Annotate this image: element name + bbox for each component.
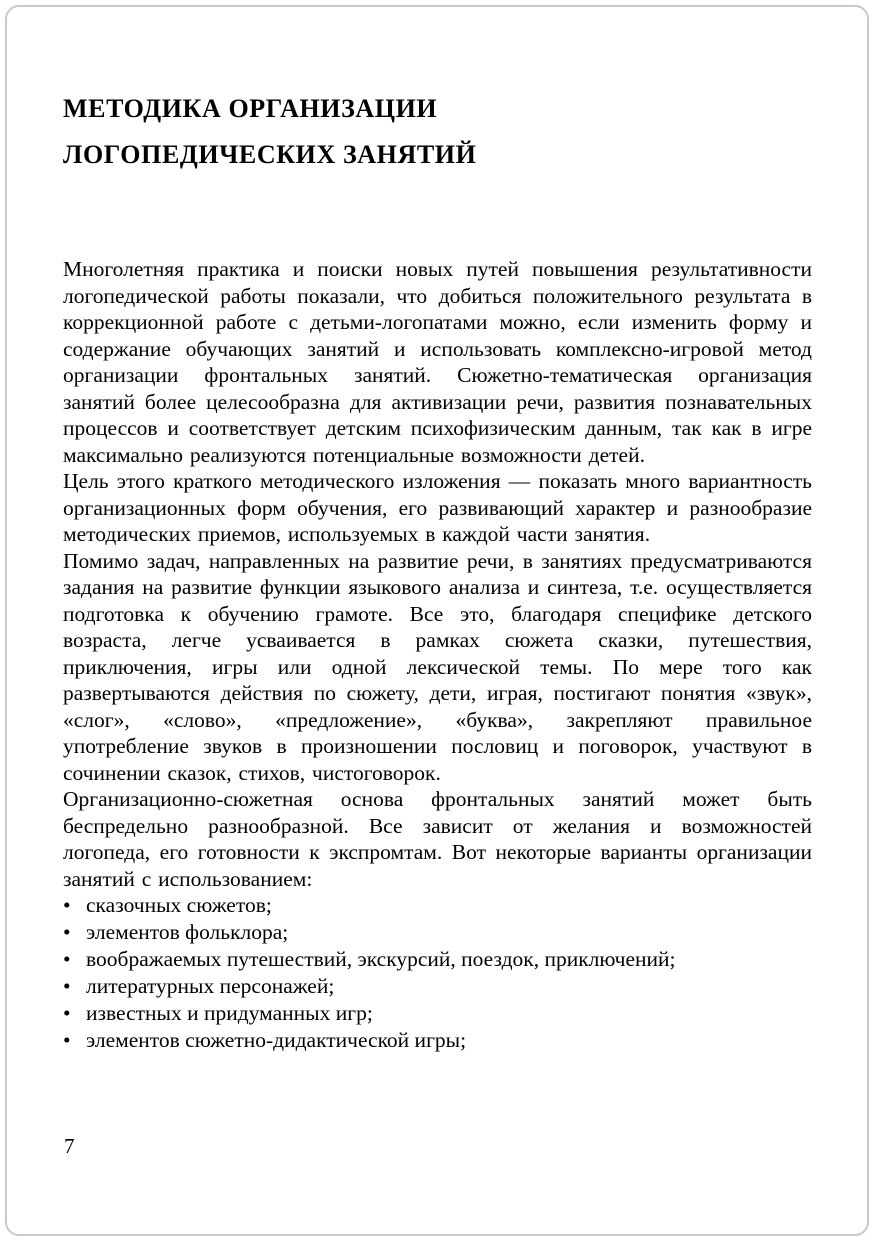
list-item	[63, 946, 812, 973]
paragraph-2: Цель этого краткого методического изложения — показать много вариантность организационных форм обучения, его развивающий характер и разнообразие методических приемов, используемых в каждой части занятия.	[63, 469, 812, 546]
list-item	[63, 1000, 812, 1027]
bullet-icon: •	[63, 947, 71, 971]
list-item	[63, 919, 812, 946]
bullet-icon: •	[63, 974, 71, 998]
list-item-text: сказочных сюжетов;	[86, 893, 272, 917]
bullet-list	[63, 892, 812, 1054]
bullet-icon: •	[63, 893, 71, 917]
body-text	[63, 256, 812, 1054]
bullet-icon: •	[63, 1001, 71, 1025]
page-content	[63, 0, 812, 1054]
list-item	[63, 892, 812, 919]
list-item	[63, 1027, 812, 1054]
page-title-line-1: МЕТОДИКА ОРГАНИЗАЦИИ	[63, 94, 438, 123]
list-item-text: литературных персонажей;	[86, 974, 335, 998]
list-item-text: воображаемых путешествий, экскурсий, поездок, приключений;	[86, 947, 676, 971]
page-number: 7	[64, 1134, 75, 1158]
page-title	[63, 86, 812, 178]
bullet-icon: •	[63, 920, 71, 944]
paragraph-4: Организационно-сюжетная основа фронтальных занятий может быть беспредельно разнообразной. Все зависит от желания и возможностей логопеда, его готовности к экспромтам. Вот некоторые варианты организации занятий с использованием:	[63, 787, 812, 891]
list-item-text: элементов сюжетно-дидактической игры;	[86, 1028, 467, 1052]
page-title-line-2: ЛОГОПЕДИЧЕСКИХ ЗАНЯТИЙ	[63, 140, 477, 169]
paragraph-1: Многолетняя практика и поиски новых путей повышения результативности логопедической работы показали, что добиться положительного результата в коррекционной работе с детьми-логопатами можно, если изменить форму и содержание обучающих занятий и использовать комплексно-игровой метод организации фронтальных занятий. Сюжетно-тематическая организация занятий более целесообразна для активизации речи, развития познавательных процессов и соответствует детским психофизическим данным, так как в игре максимально реализуются потенциальные возможности детей.	[63, 257, 812, 467]
paragraph-3: Помимо задач, направленных на развитие речи, в занятиях предусматриваются задания на развитие функции языкового анализа и синтеза, т.е. осуществляется подготовка к обучению грамоте. Все это, благодаря специфике детского возраста, легче усваивается в рамках сюжета сказки, путешествия, приключения, игры или одной лексической темы. По мере того как развертываются действия по сюжету, дети, играя, постигают понятия «звук», «слог», «слово», «предложение», «буква», закрепляют правильное употребление звуков в произношении пословиц и поговорок, участвуют в сочинении сказок, стихов, чистоговорок.	[63, 548, 812, 785]
list-item	[63, 973, 812, 1000]
list-item-text: элементов фольклора;	[86, 920, 289, 944]
list-item-text: известных и придуманных игр;	[86, 1001, 373, 1025]
bullet-icon: •	[63, 1028, 71, 1052]
